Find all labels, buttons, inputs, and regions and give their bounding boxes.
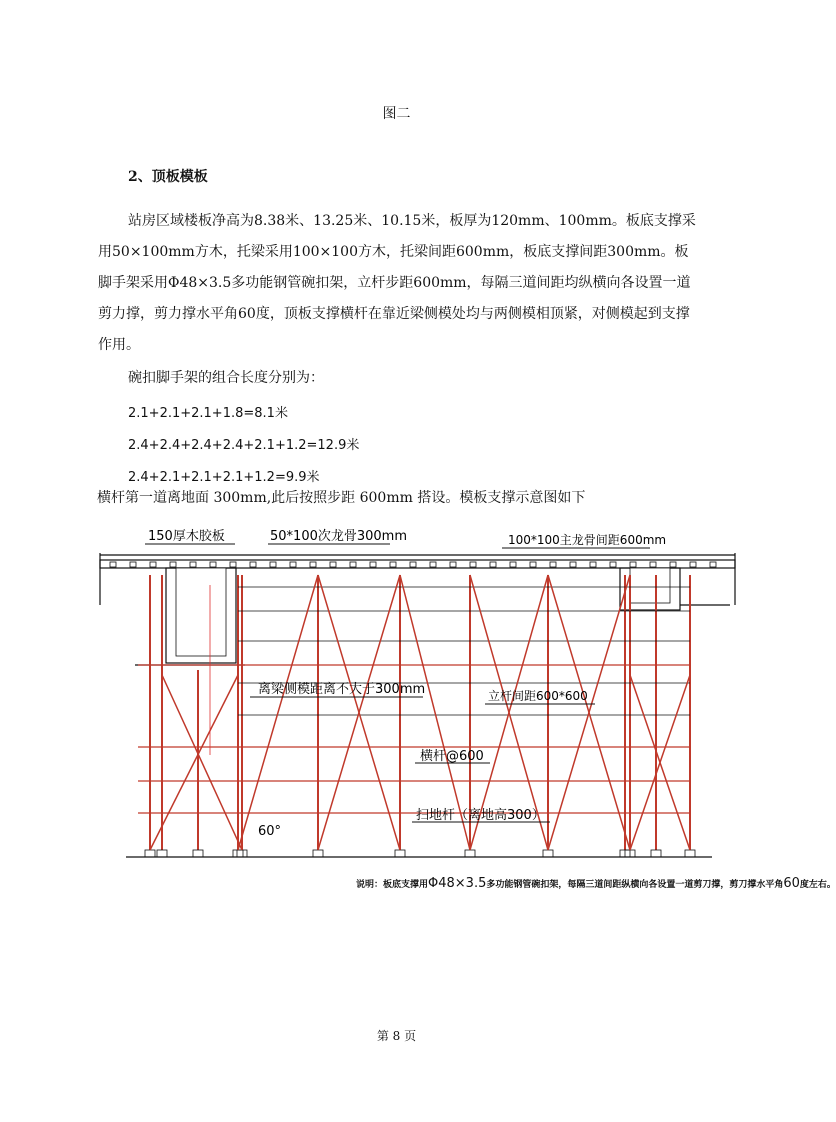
timber-section xyxy=(630,562,636,567)
pole-base xyxy=(313,850,323,857)
timber-section xyxy=(250,562,256,567)
timber-section xyxy=(230,562,236,567)
cross-brace xyxy=(150,675,238,850)
pole-base xyxy=(157,850,167,857)
label-pole-spacing: 立杆间距600*600 xyxy=(488,689,588,703)
timber-section xyxy=(430,562,436,567)
body-paragraph: 站房区域楼板净高为8.38米、13.25米、10.15米，板厚为120mm、100mm。板底支撑采用50×100mm方木，托梁采用100×100方木，托梁间距600mm，板底支撑间距300mm。板脚手架采用Φ48×3.5多功能钢管碗扣架，立杆步距600mm，每隔三道间距均纵横向各设置一道剪力撑，剪力撑水平角60度，顶板支撑横杆在靠近梁侧模处均与两侧模相顶紧，对侧模起到支撑作用。 xyxy=(98,213,696,353)
diagram-caption xyxy=(356,876,836,891)
label-timber: 50*100次龙骨300mm xyxy=(270,529,407,544)
timber-section xyxy=(470,562,476,567)
timber-section xyxy=(710,562,716,567)
section-heading: 2、顶板模板 xyxy=(128,169,208,185)
caption-mid: 多功能钢管碗扣架，每隔三道间距纵横向各设置一道剪刀撑，剪刀撑水平角 xyxy=(486,880,784,890)
timber-section xyxy=(570,562,576,567)
caption-pre: 说明：板底支撑用 xyxy=(356,880,429,890)
timber-section xyxy=(590,562,596,567)
timber-section xyxy=(690,562,696,567)
timber-section xyxy=(170,562,176,567)
label-beam-gap: 离梁侧模距离不大于300mm xyxy=(258,682,426,697)
timber-section xyxy=(410,562,416,567)
beam-concrete-right xyxy=(630,568,670,603)
label-sweep: 扫地杆（离地高300） xyxy=(416,808,545,823)
timber-section xyxy=(290,562,296,567)
timber-section xyxy=(550,562,556,567)
pole-base xyxy=(465,850,475,857)
timber-section xyxy=(130,562,136,567)
timber-section xyxy=(210,562,216,567)
formula-2: 2.4+2.4+2.4+2.4+2.1+1.2=12.9米 xyxy=(128,438,360,453)
timber-section xyxy=(490,562,496,567)
beam-concrete-left xyxy=(176,568,226,656)
timber-section xyxy=(510,562,516,567)
pole-base xyxy=(145,850,155,857)
label-main: 100*100主龙骨间距600mm xyxy=(508,533,667,547)
timber-section xyxy=(350,562,356,567)
timber-section xyxy=(390,562,396,567)
cross-brace xyxy=(238,575,318,850)
page-number: 第 8 页 xyxy=(376,1029,417,1043)
horizontal-note: 横杆第一道离地面 300mm,此后按照步距 600mm 搭设。模板支撑示意图如下 xyxy=(97,490,586,506)
timber-section xyxy=(190,562,196,567)
timber-section xyxy=(530,562,536,567)
cross-brace xyxy=(162,675,242,850)
formula-1: 2.1+2.1+2.1+1.8=8.1米 xyxy=(128,406,288,421)
timber-section xyxy=(370,562,376,567)
formwork-support-diagram xyxy=(90,515,750,865)
caption-post: 度左右。 xyxy=(799,880,836,890)
timber-section xyxy=(310,562,316,567)
timber-section xyxy=(670,562,676,567)
combo-intro: 碗扣脚手架的组合长度分别为： xyxy=(128,370,324,386)
timber-section xyxy=(610,562,616,567)
pole-base xyxy=(685,850,695,857)
pole-base xyxy=(237,850,247,857)
timber-section xyxy=(450,562,456,567)
timber-section xyxy=(150,562,156,567)
timber-section xyxy=(110,562,116,567)
timber-section xyxy=(650,562,656,567)
caption-angle: 60 xyxy=(783,876,800,891)
timber-section xyxy=(270,562,276,567)
label-slab: 150厚木胶板 xyxy=(148,529,225,544)
label-angle: 60° xyxy=(258,824,282,839)
label-crossbar: 横杆@600 xyxy=(420,749,484,764)
pole-base xyxy=(395,850,405,857)
pole-base xyxy=(651,850,661,857)
pole-base xyxy=(193,850,203,857)
pole-base xyxy=(233,850,243,857)
caption-spec: Φ48×3.5 xyxy=(428,876,487,891)
pole-base xyxy=(543,850,553,857)
formula-3: 2.4+2.1+2.1+2.1+1.2=9.9米 xyxy=(128,470,320,485)
timber-section xyxy=(330,562,336,567)
figure-title: 图二 xyxy=(382,106,411,122)
